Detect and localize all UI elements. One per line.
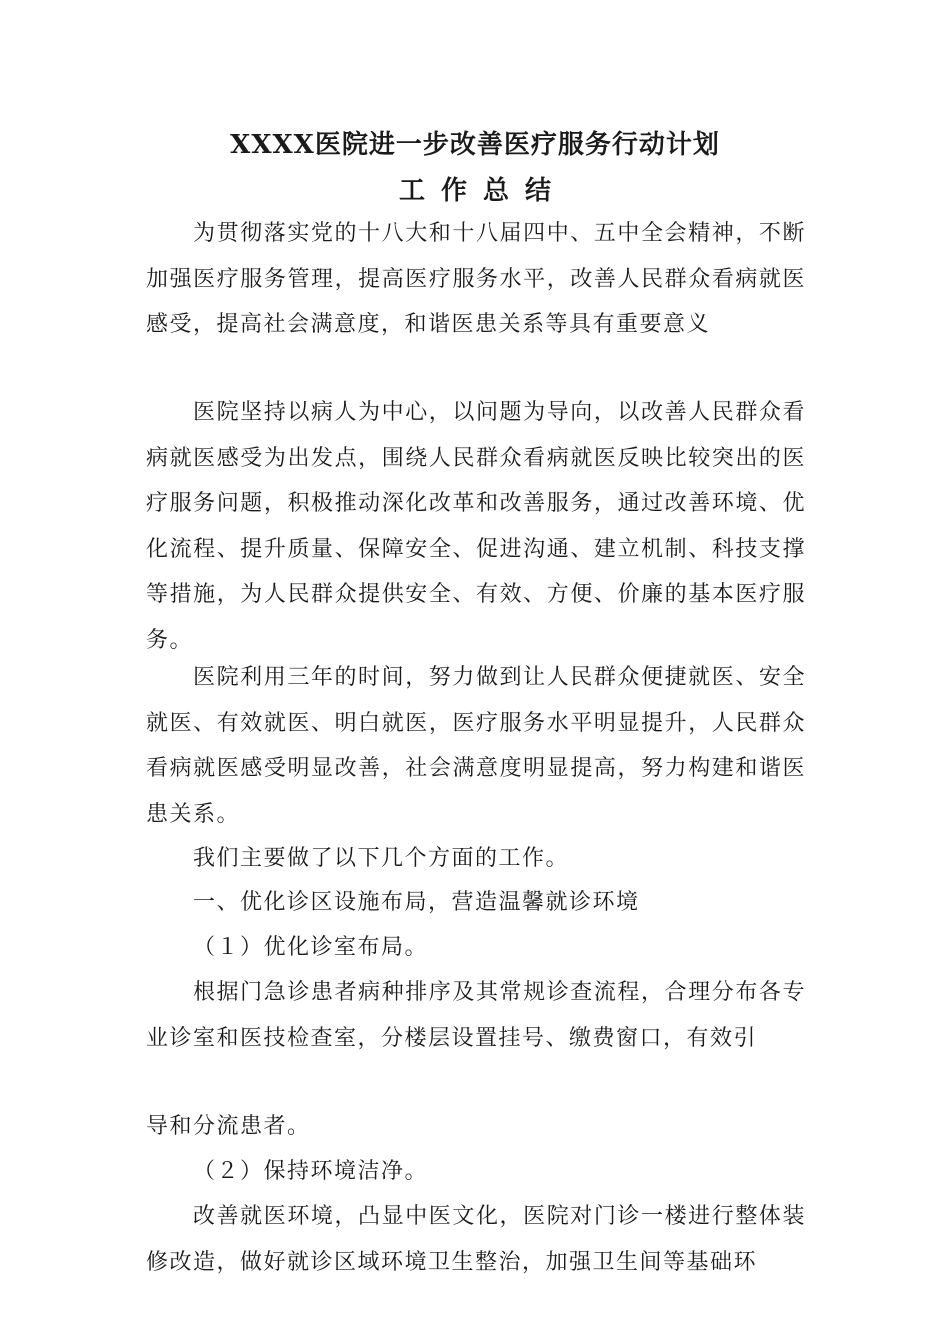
- subsection-heading-1: （１）优化诊室布局。: [193, 935, 429, 960]
- paragraph-environment: 改善就医环境，凸显中医文化，医院对门诊一楼进行整体装修改造，做好就诊区域环境卫生整治，加强卫生间等基础环: [146, 1204, 806, 1275]
- paragraph-goal: 医院利用三年的时间，努力做到让人民群众便捷就医、安全就医、有效就医、明白就医，医疗服务水平明显提升，人民群众看病就医感受明显改善，社会满意度明显提高，努力构建和谐医患关系。: [146, 665, 806, 827]
- document-title: XXXX医院进一步改善医疗服务行动计划: [230, 130, 720, 160]
- document-subtitle: 工作总结: [398, 176, 567, 206]
- section-heading-1: 一、优化诊区设施布局，营造温馨就诊环境: [193, 890, 640, 915]
- paragraph-work-intro: 我们主要做了以下几个方面的工作。: [193, 846, 570, 871]
- paragraph-layout: 根据门急诊患者病种排序及其常规诊查流程，合理分布各专业诊室和医技检查室，分楼层设置挂号、缴费窗口，有效引: [146, 980, 806, 1051]
- subsection-heading-2: （２）保持环境洁净。: [193, 1159, 429, 1184]
- paragraph-principle: 医院坚持以病人为中心，以问题为导向，以改善人民群众看病就医感受为出发点，围绕人民群众看病就医反映比较突出的医疗服务问题，积极推动深化改革和改善服务，通过改善环境、优化流程、提升质量、保障安全、促进沟通、建立机制、科技支撑等措施，为人民群众提供安全、有效、方便、价廉的基本医疗服务。: [146, 400, 806, 653]
- paragraph-layout-continued: 导和分流患者。: [146, 1114, 311, 1139]
- paragraph-intro: 为贯彻落实党的十八大和十八届四中、五中全会精神，不断加强医疗服务管理，提高医疗服务水平，改善人民群众看病就医感受，提高社会满意度，和谐医患关系等具有重要意义: [146, 221, 806, 337]
